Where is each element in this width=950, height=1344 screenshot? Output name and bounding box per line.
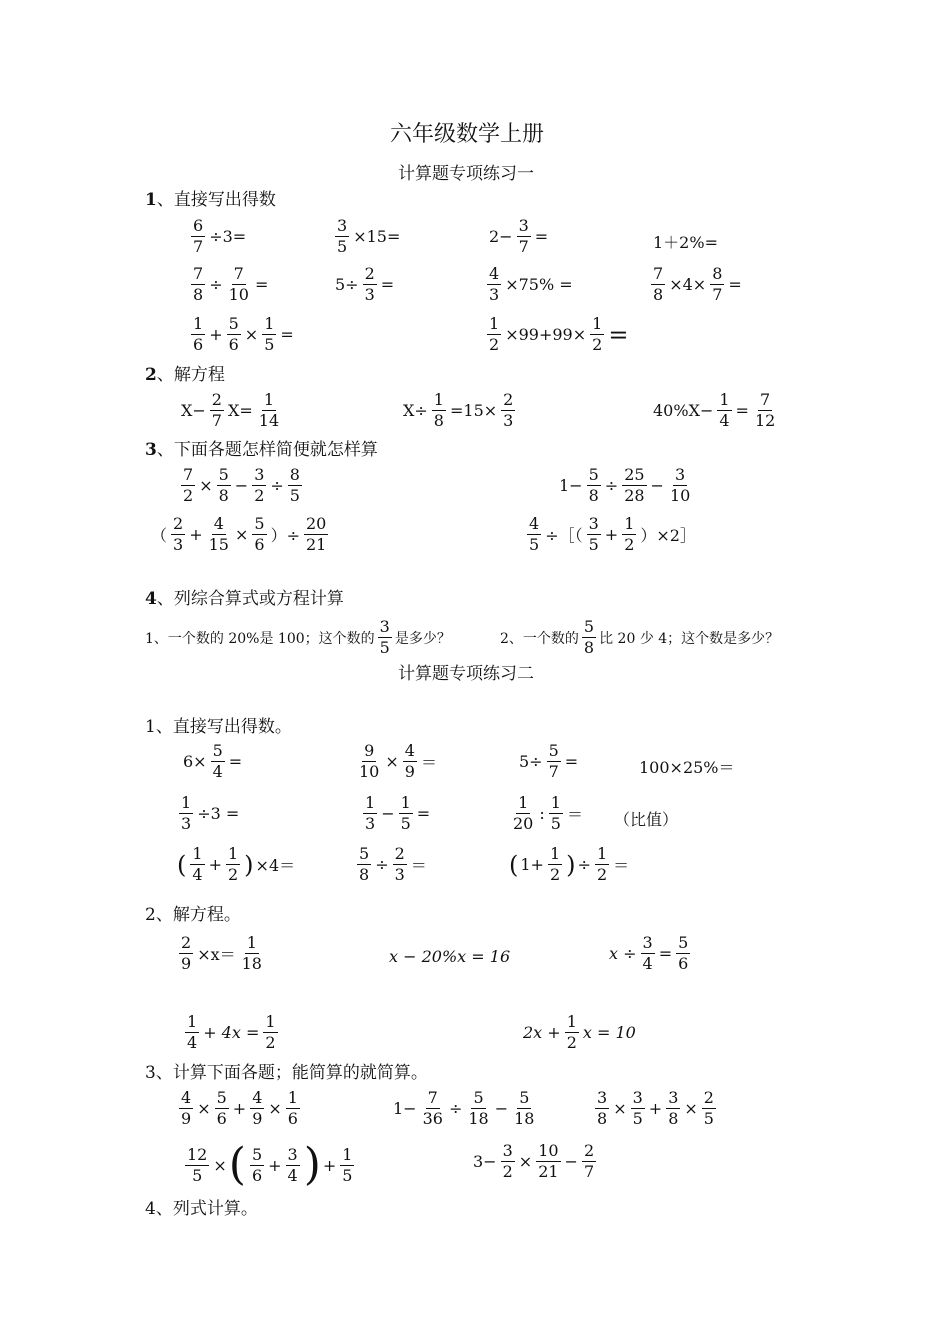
fraction: $\frac{2}{9}$ [181,933,192,973]
problem: ( 1+ $\frac{1}{2}$ ) ÷ $\frac{1}{2}$ ＝ [509,844,630,884]
p2-section-1-heading: 1、直接写出得数。 [145,717,292,737]
problem: $\frac{6}{7}$ ÷3= [193,216,247,256]
fraction: 3 5 [379,617,390,657]
problem: $\frac{5}{8}$ ÷ $\frac{2}{3}$ ＝ [359,844,427,884]
fraction: $\frac{1}{2}$ [549,844,561,884]
fraction: $\frac{5}{8}$ [588,465,599,505]
fraction: $\frac{8}{7}$ [712,264,723,304]
problem: $\frac{4}{9}$ × $\frac{5}{6}$ + $\frac{4}{9}$ × $\frac{1}{6}$ [181,1088,298,1128]
fraction: 1 4 [187,1012,198,1052]
p1-section-4-heading: 4、列综合算式或方程计算 [145,589,344,609]
equation: 40%X− $\frac{1}{4}$ = $\frac{7}{12}$ [653,390,776,430]
fraction: $\frac{2}{7}$ [583,1141,595,1181]
page-title: 六年级数学上册 [390,122,545,147]
fraction: $\frac{1}{2}$ [489,314,500,354]
fraction: $\frac{5}{8}$ [359,844,370,884]
fraction: $\frac{2}{7}$ [211,390,222,430]
ratio-note: （比值） [614,810,679,829]
fraction: $\frac{10}{21}$ [538,1141,559,1181]
problem: 1 6 + $\frac{5}{6}$ × $\frac{1}{5}$ = [193,314,294,354]
fraction: $\frac{1}{5}$ [342,1144,353,1185]
fraction: $\frac{7}{10}$ [228,264,249,304]
fraction: $\frac{5}{4}$ [212,741,223,781]
problem: $\frac{12}{5}$ × ( 5 6 + $\frac{3}{4}$ ) + $\frac{1}{5}$ [187,1139,353,1190]
fraction: $\frac{6}{7}$ [193,216,204,256]
problem: 6× $\frac{5}{4}$ = [183,741,243,781]
fraction: 3 5 [588,514,599,554]
word-problem-1: 1、一个数的 20%是 100；这个数的 3 5 是多少？ [145,617,451,657]
fraction: $\frac{4}{15}$ [208,514,229,554]
fraction: $\frac{3}{4}$ [642,933,653,973]
problem: 1 3 − $\frac{1}{5}$ = [365,793,431,833]
fraction: $\frac{5}{6}$ [228,314,239,354]
fraction: $\frac{2}{3}$ [364,264,375,304]
problem: $\frac{7}{8}$ ÷ $\frac{7}{10}$ = [193,264,269,304]
fraction: $\frac{3}{2}$ [254,465,265,505]
problem: $\frac{7}{8}$ ×4× $\frac{8}{7}$ = [653,264,742,304]
fraction: $\frac{1}{14}$ [258,390,280,430]
problem: $\frac{3}{8}$ × $\frac{3}{5}$ + $\frac{3}{8}$ × $\frac{2}{5}$ [597,1088,714,1128]
problem: 100×25%＝ [639,758,735,777]
problem: $\frac{7}{2}$ × $\frac{5}{8}$ − $\frac{3}{2}$ ÷ $\frac{8}{5}$ [183,465,300,505]
fraction: 1 18 [241,933,262,973]
fraction: $\frac{5}{8}$ [218,465,229,505]
fraction: $\frac{2}{3}$ [503,390,514,430]
equation: 1 4 + 4x = $\frac{1}{2}$ [187,1012,276,1052]
fraction: 1 6 [193,314,204,354]
fraction: $\frac{9}{10}$ [359,741,380,781]
fraction: $\frac{5}{6}$ [254,514,265,554]
fraction: $\frac{7}{2}$ [183,465,194,505]
fraction: $\frac{1}{2}$ [566,1012,577,1052]
fraction: $\frac{1}{2}$ [227,844,239,884]
fraction: $\frac{3}{8}$ [597,1088,608,1128]
fraction: $\frac{1}{6}$ [287,1088,298,1128]
problem: $\frac{3}{5}$ ×15= [337,216,401,256]
fraction: $\frac{12}{5}$ [187,1144,208,1185]
fraction: $\frac{20}{21}$ [305,514,327,554]
word-problem-2: 2、一个数的 5 8 比 20 少 4；这个数是多少？ [500,617,780,657]
fraction: 5 8 [583,617,595,657]
fraction: $\frac{4}{3}$ [489,264,500,304]
problem: 2− $\frac{3}{7}$ = [489,216,549,256]
fraction: $\frac{1}{2}$ [592,314,603,354]
fraction: $\frac{1}{5}$ [400,793,411,833]
p2-section-3-heading: 3、计算下面各题；能简算的就简算。 [145,1063,428,1083]
part2-subtitle: 计算题专项练习二 [398,664,534,684]
problem: 3− $\frac{3}{2}$ × $\frac{10}{21}$ − $\frac{2}{7}$ [473,1141,595,1181]
fraction: $\frac{2}{5}$ [703,1088,714,1128]
problem: 1 20 : 1 5 ＝ [513,793,583,833]
fraction: $\frac{4}{9}$ [252,1088,263,1128]
problem: 5÷ $\frac{2}{3}$ = [335,264,395,304]
p1-section-2-heading: 2、解方程 [145,365,225,385]
fraction: $\frac{3}{2}$ [502,1141,513,1181]
problem: $\frac{4}{5}$ ÷［（ 3 5 + $\frac{1}{2}$ ）×2］ [529,514,696,554]
problem: （ 2 3 + $\frac{4}{15}$ × $\frac{5}{6}$ ）÷ $\frac{20}{21}$ [151,514,327,554]
part1-subtitle: 计算题专项练习一 [398,164,534,184]
problem: 1＋2%= [653,233,718,252]
fraction: $\frac{4}{9}$ [404,741,415,781]
equation: X− $\frac{2}{7}$ X= $\frac{1}{14}$ [181,390,280,430]
problem: $\frac{9}{10}$ × $\frac{4}{9}$ ＝ [359,741,437,781]
fraction: 1 3 [365,793,376,833]
problem: 1− $\frac{7}{36}$ ÷ $\frac{5}{18}$ − $\frac{5}{18}$ [393,1088,535,1128]
fraction: $\frac{5}{18}$ [514,1088,535,1128]
fraction: $\frac{2}{3}$ [394,844,405,884]
problem: ( 1 4 + $\frac{1}{2}$ ) ×4＝ [177,844,296,884]
fraction: $\frac{1}{5}$ [264,314,275,354]
fraction: $\frac{1}{4}$ [719,390,730,430]
equation: x − 20%x = 16 [389,947,511,966]
fraction: 2 3 [173,514,184,554]
fraction: $\frac{1}{3}$ [181,793,192,833]
problem: 5÷ $\frac{5}{7}$ = [519,741,579,781]
p1-section-3-heading: 3、下面各题怎样简便就怎样算 [145,440,378,460]
fraction: 1 4 [192,844,203,884]
fraction: $\frac{7}{12}$ [754,390,776,430]
fraction: $\frac{3}{10}$ [669,465,691,505]
fraction: $\frac{3}{5}$ [337,216,348,256]
fraction: $\frac{25}{28}$ [624,465,645,505]
fraction: $\frac{5}{7}$ [548,741,559,781]
fraction: $\frac{3}{7}$ [518,216,529,256]
equation: X÷ $\frac{1}{8}$ =15× $\frac{2}{3}$ [403,390,514,430]
equation: x ÷ $\frac{3}{4}$ = $\frac{5}{6}$ [609,933,689,973]
p2-section-2-heading: 2、解方程。 [145,905,241,925]
fraction: $\frac{3}{4}$ [287,1144,298,1185]
equation: $\frac{2}{9}$ ×x＝ 1 18 [181,933,262,973]
fraction: 5 6 [251,1144,263,1185]
fraction: $\frac{4}{5}$ [529,514,540,554]
fraction: $\frac{5}{18}$ [468,1088,489,1128]
problem: $\frac{1}{3}$ ÷3 = [181,793,240,833]
fraction: $\frac{7}{36}$ [422,1088,443,1128]
fraction: $\frac{5}{6}$ [678,933,689,973]
fraction: 1 5 [550,793,561,833]
problem: $\frac{4}{3}$ ×75% = [489,264,573,304]
fraction: $\frac{1}{2}$ [596,844,608,884]
problem: $\frac{1}{2}$ ×99+99× $\frac{1}{2}$ = [489,314,629,354]
equation: 2x + $\frac{1}{2}$ x = 10 [523,1012,636,1052]
fraction: 1 20 [513,793,534,833]
fraction: $\frac{3}{5}$ [632,1088,643,1128]
p2-section-4-heading: 4、列式计算。 [145,1199,258,1219]
fraction: $\frac{8}{5}$ [289,465,300,505]
fraction: $\frac{1}{2}$ [265,1012,276,1052]
fraction: $\frac{5}{6}$ [216,1088,227,1128]
fraction: $\frac{3}{8}$ [668,1088,679,1128]
fraction: $\frac{1}{2}$ [624,514,635,554]
fraction: $\frac{1}{8}$ [433,390,444,430]
fraction: $\frac{7}{8}$ [193,264,204,304]
p1-section-1-heading: 1、直接写出得数 [145,190,276,210]
fraction: $\frac{7}{8}$ [653,264,664,304]
problem: 1− $\frac{5}{8}$ ÷ $\frac{25}{28}$ − $\frac{3}{10}$ [559,465,691,505]
fraction: $\frac{4}{9}$ [181,1088,192,1128]
